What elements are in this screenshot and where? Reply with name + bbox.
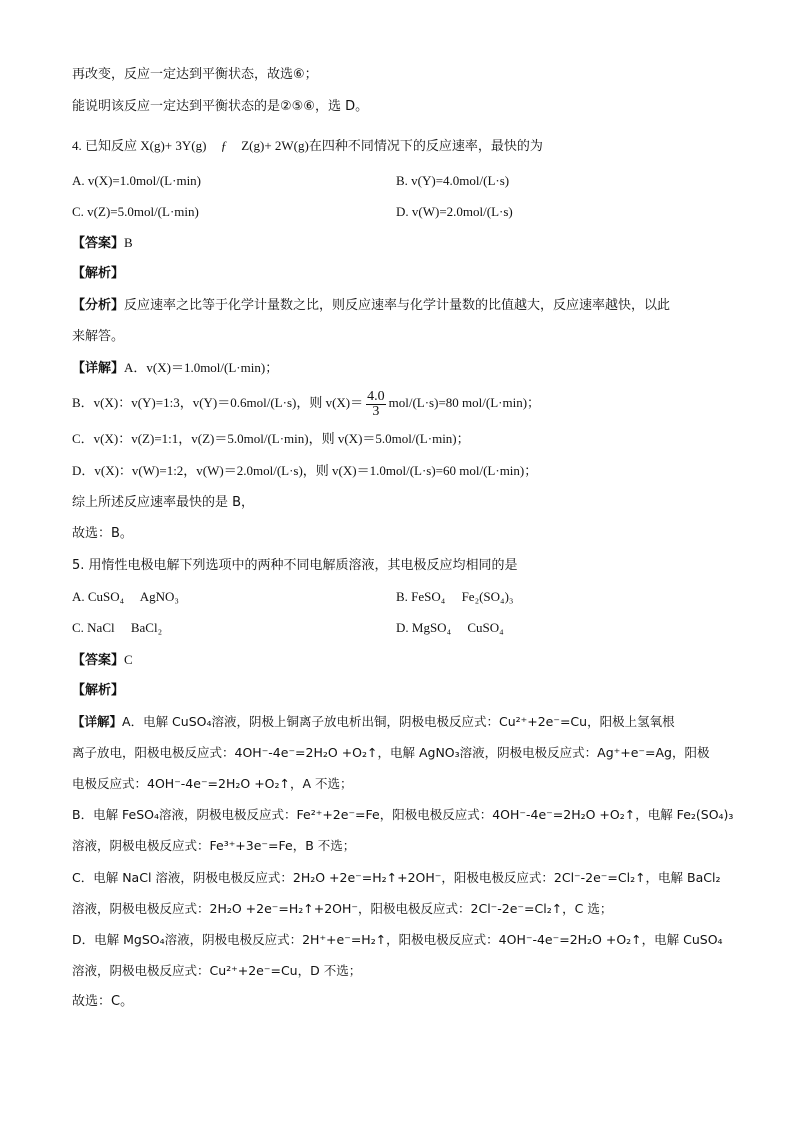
fraction (366, 390, 386, 419)
option-a: A. CuSO₄ AgNO₃ (72, 589, 179, 604)
detail-line: 溶液，阴极电极反应式：2H₂O +2e⁻=H₂↑+2OH⁻，阳极电极反应式：2Cl⁻-2e⁻=Cl₂↑，C 选； (72, 901, 613, 916)
stem-part: Z(g)+ 2W(g)在四种不同情况下的反应速率，最快的为 (241, 138, 543, 153)
detail-line: 溶液，阴极电极反应式：Fe³⁺+3e⁻=Fe，B 不选； (72, 838, 356, 853)
text-line: 能说明该反应一定达到平衡状态的是②⑤⑥，选 D。 (72, 99, 369, 114)
text-line: 再改变，反应一定达到平衡状态，故选⑥； (72, 67, 318, 82)
detail-line: C．电解 NaCl 溶液，阴极电极反应式：2H₂O +2e⁻=H₂↑+2OH⁻，阳极电极反应式：2Cl⁻-2e⁻=Cl₂↑，电解 BaCl₂ (72, 870, 721, 885)
detail-line: 离子放电，阳极电极反应式：4OH⁻-4e⁻=2H₂O +O₂↑，电解 AgNO₃溶液，阴极电极反应式：Ag⁺+e⁻=Ag，阳极 (72, 745, 710, 760)
detail-line: D．电解 MgSO₄溶液，阴极电极反应式：2H⁺+e⁻=H₂↑，阳极电极反应式：4OH⁻-4e⁻=2H₂O +O₂↑，电解 CuSO₄ (72, 932, 723, 947)
option-d: D. MgSO₄ CuSO₄ (396, 620, 504, 635)
analysis-line (72, 297, 670, 315)
detail-line (72, 713, 675, 731)
equilibrium-symbol: ƒ (220, 138, 228, 153)
answer-line (72, 651, 133, 670)
detail-text: A．v(X)＝1.0mol/(L·min)； (124, 360, 279, 375)
detail-line: 溶液，阴极电极反应式：Cu²⁺+2e⁻=Cu，D 不选； (72, 963, 362, 978)
detail-line (72, 387, 540, 419)
analysis-heading: 【解析】 (72, 683, 125, 698)
answer-tag: 【答案】 (72, 236, 125, 251)
answer-value: B (124, 235, 133, 250)
question-4-stem (72, 137, 543, 156)
option-c: C. v(Z)=5.0mol/(L·min) (72, 204, 199, 219)
answer-line (72, 234, 133, 253)
fraction-numerator: 4.0 (367, 388, 385, 404)
option-c: C. NaCl BaCl₂ (72, 620, 163, 635)
answer-value: C (124, 652, 133, 667)
option-d: D. v(W)=2.0mol/(L·s) (396, 204, 513, 219)
stem-part: 4. 已知反应 X(g)+ 3Y(g) (72, 138, 207, 153)
analysis-text: 反应速率之比等于化学计量数之比，则反应速率与化学计量数的比值越大，反应速率越快，以此 (124, 298, 671, 313)
detail-line: C．v(X)：v(Z)=1:1，v(Z)＝5.0mol/(L·min)，则 v(X)＝5.0mol/(L·min)； (72, 431, 470, 446)
option-a: A. v(X)=1.0mol/(L·min) (72, 173, 202, 188)
summary-line: 综上所述反应速率最快的是 B， (72, 495, 255, 510)
detail-line (72, 359, 278, 378)
choice-line: 故选：C。 (72, 994, 134, 1009)
analysis-tag: 【分析】 (72, 298, 125, 313)
question-5-stem: 5. 用惰性电极电解下列选项中的两种不同电解质溶液，其电极反应均相同的是 (72, 558, 518, 573)
detail-text: B．v(X)：v(Y)=1:3，v(Y)＝0.6mol/(L·s)，则 v(X)＝ (72, 395, 364, 410)
detail-line: B．电解 FeSO₄溶液，阴极电极反应式：Fe²⁺+2e⁻=Fe，阳极电极反应式：4OH⁻-4e⁻=2H₂O +O₂↑，电解 Fe₂(SO₄)₃ (72, 807, 734, 822)
detail-text: A．电解 CuSO₄溶液，阴极上铜离子放电析出铜，阴极电极反应式：Cu²⁺+2e⁻=Cu，阳极上氢氧根 (122, 714, 675, 729)
detail-line: D．v(X)：v(W)=1:2，v(W)＝2.0mol/(L·s)，则 v(X)＝1.0mol/(L·s)=60 mol/(L·min)； (72, 463, 538, 478)
detail-line: 电极反应式：4OH⁻-4e⁻=2H₂O +O₂↑，A 不选； (72, 776, 353, 791)
choice-line: 故选：B。 (72, 526, 133, 541)
fraction-denominator: 3 (372, 403, 380, 419)
detail-tag: 【详解】 (72, 361, 125, 376)
analysis-heading: 【解析】 (72, 266, 125, 281)
detail-text: mol/(L·s)=80 mol/(L·min)； (388, 395, 541, 410)
option-b: B. v(Y)=4.0mol/(L·s) (396, 173, 510, 188)
analysis-line: 来解答。 (72, 329, 125, 344)
option-b: B. FeSO₄ Fe₂(SO₄)₃ (396, 589, 514, 604)
answer-tag: 【答案】 (72, 653, 125, 668)
detail-tag: 【详解】 (72, 714, 123, 729)
